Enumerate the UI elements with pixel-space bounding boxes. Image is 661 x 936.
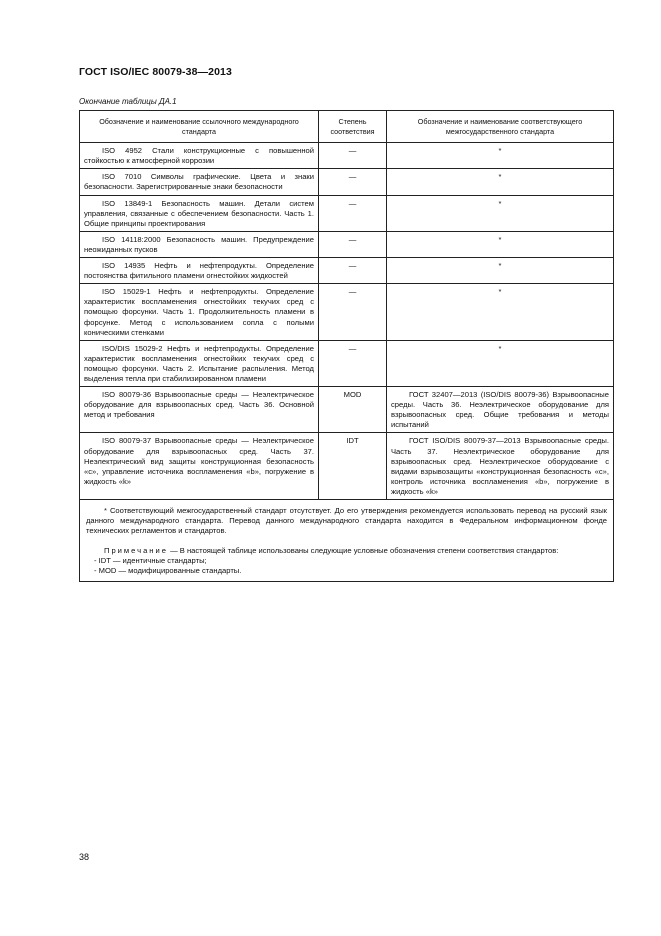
- footnote-cell: [80, 500, 614, 582]
- standards-correspondence-table: [79, 110, 614, 582]
- degree-cell: —: [319, 284, 387, 340]
- table-row: [80, 340, 614, 386]
- degree-cell: —: [319, 195, 387, 231]
- document-title: ГОСТ ISO/IEC 80079-38—2013: [79, 66, 232, 78]
- interstate-standard-cell: *: [387, 169, 614, 195]
- table-header-row: [80, 111, 614, 143]
- table-row: [80, 231, 614, 257]
- table-row: [80, 169, 614, 195]
- interstate-standard-cell: *: [387, 258, 614, 284]
- column-header-degree: Степень соответствия: [319, 111, 387, 143]
- table-row: [80, 195, 614, 231]
- table-row: [80, 433, 614, 500]
- degree-cell: —: [319, 258, 387, 284]
- international-standard-cell: ISO 14935 Нефть и нефтепродукты. Определение постоянства фитильного пламени огнестойких жидкостей: [80, 258, 319, 284]
- note-list-item: - MOD — модифицированные стандарты.: [94, 566, 242, 576]
- interstate-standard-cell: ГОСТ ISO/DIS 80079-37—2013 Взрывоопасные среды. Часть 37. Неэлектрическое оборудование для взрывоопасных сред. Неэлектрическое оборудование с видами взрывозащиты «конструкционная безопасность «c», контроль источника воспламенения «b», погружение в жидкость «k»: [387, 433, 614, 500]
- star-footnote: * Соответствующий межгосударственный стандарт отсутствует. До его утверждения рекомендуется использовать перевод на русский язык данного международного стандарта. Перевод данного международного стандарта находится в Федеральном информационном фонде технических регламентов и стандартов.: [86, 506, 607, 536]
- note-paragraph: [86, 546, 607, 556]
- international-standard-cell: ISO 15029-1 Нефть и нефтепродукты. Определение характеристик воспламенения огнестойких текучих сред с помощью форсунки. Часть 1. Продолжительность пламени в форсунке. Метод с использованием сопла с полыми коническими стенками: [80, 284, 319, 340]
- note-list-item: - IDT — идентичные стандарты;: [94, 556, 207, 566]
- international-standard-cell: ISO 7010 Символы графические. Цвета и знаки безопасности. Зарегистрированные знаки безопасности: [80, 169, 319, 195]
- degree-cell: IDT: [319, 433, 387, 500]
- table-row: [80, 284, 614, 340]
- footnote-row: [80, 500, 614, 582]
- interstate-standard-cell: *: [387, 195, 614, 231]
- page-number: 38: [79, 852, 90, 862]
- degree-cell: —: [319, 231, 387, 257]
- international-standard-cell: ISO 13849-1 Безопасность машин. Детали систем управления, связанные с обеспечением безопасности. Часть 1. Общие принципы проектирования: [80, 195, 319, 231]
- table-row: [80, 387, 614, 433]
- degree-cell: —: [319, 143, 387, 169]
- international-standard-cell: ISO 4952 Стали конструкционные с повышенной стойкостью к атмосферной коррозии: [80, 143, 319, 169]
- table-caption: Окончание таблицы ДА.1: [79, 97, 177, 106]
- degree-cell: —: [319, 340, 387, 386]
- interstate-standard-cell: *: [387, 143, 614, 169]
- column-header-international-standard: Обозначение и наименование ссылочного международного стандарта: [80, 111, 319, 143]
- international-standard-cell: ISO 14118:2000 Безопасность машин. Предупреждение неожиданных пусков: [80, 231, 319, 257]
- interstate-standard-cell: ГОСТ 32407—2013 (ISO/DIS 80079-36) Взрывоопасные среды. Часть 36. Неэлектрическое оборудование для взрывоопасных сред. Общие требования и методы испытаний: [387, 387, 614, 433]
- international-standard-cell: ISO 80079-37 Взрывоопасные среды — Неэлектрическое оборудование для взрывоопасных сред. Часть 37. Неэлектрический вид защиты конструкционная безопасность «c», управление источника воспламенения «b», погружение в жидкость «k»: [80, 433, 319, 500]
- table-row: [80, 258, 614, 284]
- degree-cell: —: [319, 169, 387, 195]
- interstate-standard-cell: *: [387, 340, 614, 386]
- table-row: [80, 143, 614, 169]
- degree-cell: MOD: [319, 387, 387, 433]
- note-text: — В настоящей таблице использованы следующие условные обозначения степени соответствия стандартов:: [170, 546, 559, 556]
- interstate-standard-cell: *: [387, 284, 614, 340]
- interstate-standard-cell: *: [387, 231, 614, 257]
- column-header-interstate-standard: Обозначение и наименование соответствующего межгосударственного стандарта: [387, 111, 614, 143]
- note-label: Примечание: [104, 546, 168, 556]
- international-standard-cell: ISO 80079-36 Взрывоопасные среды — Неэлектрическое оборудование для взрывоопасных сред. Часть 36. Основной метод и требования: [80, 387, 319, 433]
- international-standard-cell: ISO/DIS 15029-2 Нефть и нефтепродукты. Определение характеристик воспламенения огнестойких текучих сред с помощью форсунки. Часть 2. Испытание распыления. Метод выделения тепла при стабилизированном пламени: [80, 340, 319, 386]
